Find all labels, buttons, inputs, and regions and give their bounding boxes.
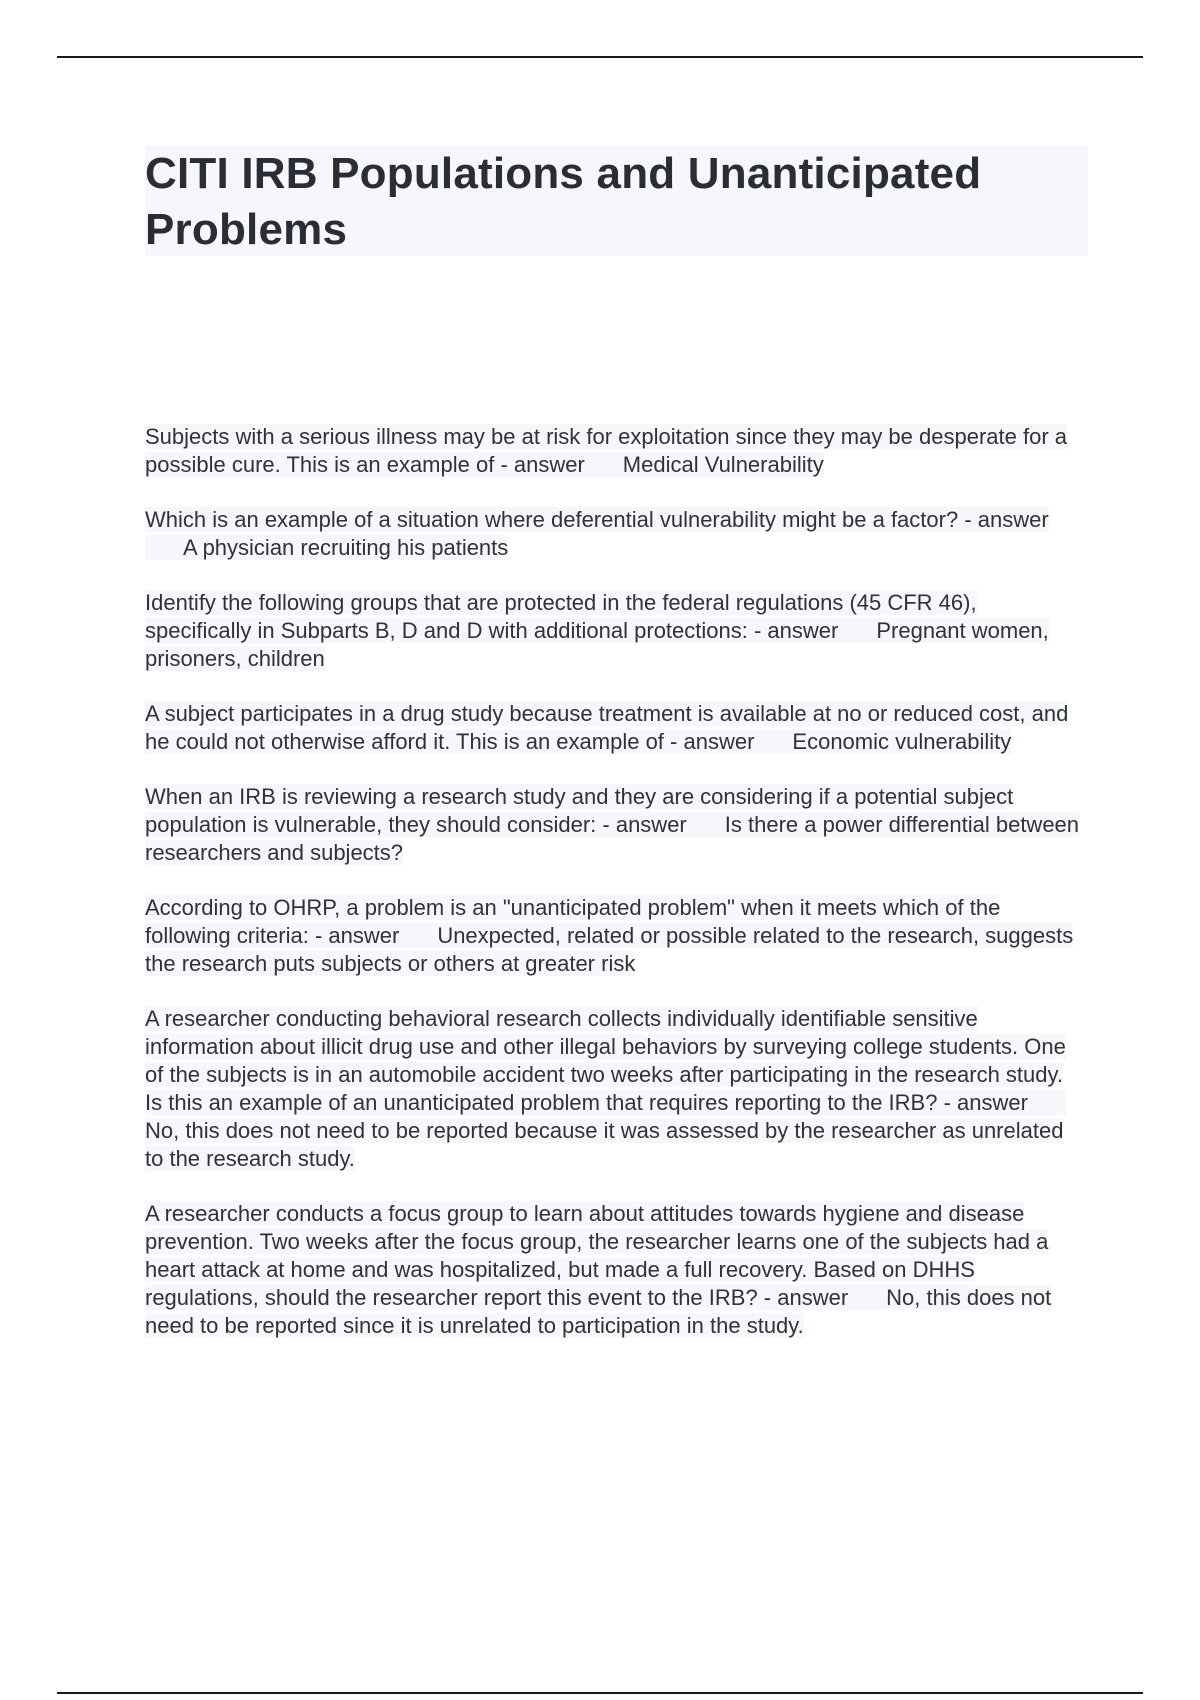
title-block <box>145 146 1088 256</box>
qa-item <box>145 700 1080 756</box>
qa-item <box>145 423 1080 479</box>
question-text: Identify the following groups that are protected in the federal regulations (45 CFR 46), specifically in Subparts B, D and D with additional protections: - answer <box>145 590 977 643</box>
question-text: Subjects with a serious illness may be at risk for exploitation since they may be desperate for a possible cure. This is an example of - answer <box>145 424 1068 477</box>
answer-text: Is there a power differential between researchers and subjects? <box>145 812 1080 865</box>
question-text: When an IRB is reviewing a research study and they are considering if a potential subject population is vulnerable, they should consider: - answer <box>145 784 1014 837</box>
qa-item <box>145 1005 1080 1173</box>
question-text: A researcher conducts a focus group to learn about attitudes towards hygiene and disease prevention. Two weeks after the focus group, the researcher learns one of the subjects had a heart attack at home and was hospitalized, but made a full recovery. Based on DHHS regulations, should the researcher report this event to the IRB? - answer <box>145 1201 1049 1310</box>
question-text: Which is an example of a situation where deferential vulnerability might be a factor? - answer <box>145 507 1049 532</box>
answer-text: No, this does not need to be reported because it was assessed by the researcher as unrelated to the research study. <box>145 1118 1064 1171</box>
question-text: A researcher conducting behavioral research collects individually identifiable sensitive information about illicit drug use and other illegal behaviors by surveying college students. One of the subjects is in an automobile accident two weeks after participating in the research study. Is this an example of an unanticipated problem that requires reporting to the IRB? - answer <box>145 1006 1066 1115</box>
answer-text: Pregnant women, prisoners, children <box>145 618 1049 671</box>
answer-text: A physician recruiting his patients <box>183 535 509 560</box>
answer-text: Economic vulnerability <box>792 729 1012 754</box>
answer-text: Medical Vulnerability <box>622 452 824 477</box>
qa-list <box>145 423 1080 1367</box>
qa-item <box>145 783 1080 867</box>
page-title: CITI IRB Populations and Unanticipated Problems <box>145 149 982 254</box>
qa-item <box>145 506 1080 562</box>
qa-item <box>145 894 1080 978</box>
qa-item <box>145 1200 1080 1340</box>
bottom-rule <box>57 1692 1143 1694</box>
answer-text: Unexpected, related or possible related to the research, suggests the research puts subjects or others at greater risk <box>145 923 1074 976</box>
answer-text: No, this does not need to be reported since it is unrelated to participation in the study. <box>145 1285 1052 1338</box>
top-rule <box>57 56 1143 58</box>
question-text: According to OHRP, a problem is an "unanticipated problem" when it meets which of the following criteria: - answer <box>145 895 1001 948</box>
question-text: A subject participates in a drug study because treatment is available at no or reduced cost, and he could not otherwise afford it. This is an example of - answer <box>145 701 1069 754</box>
qa-item <box>145 589 1080 673</box>
